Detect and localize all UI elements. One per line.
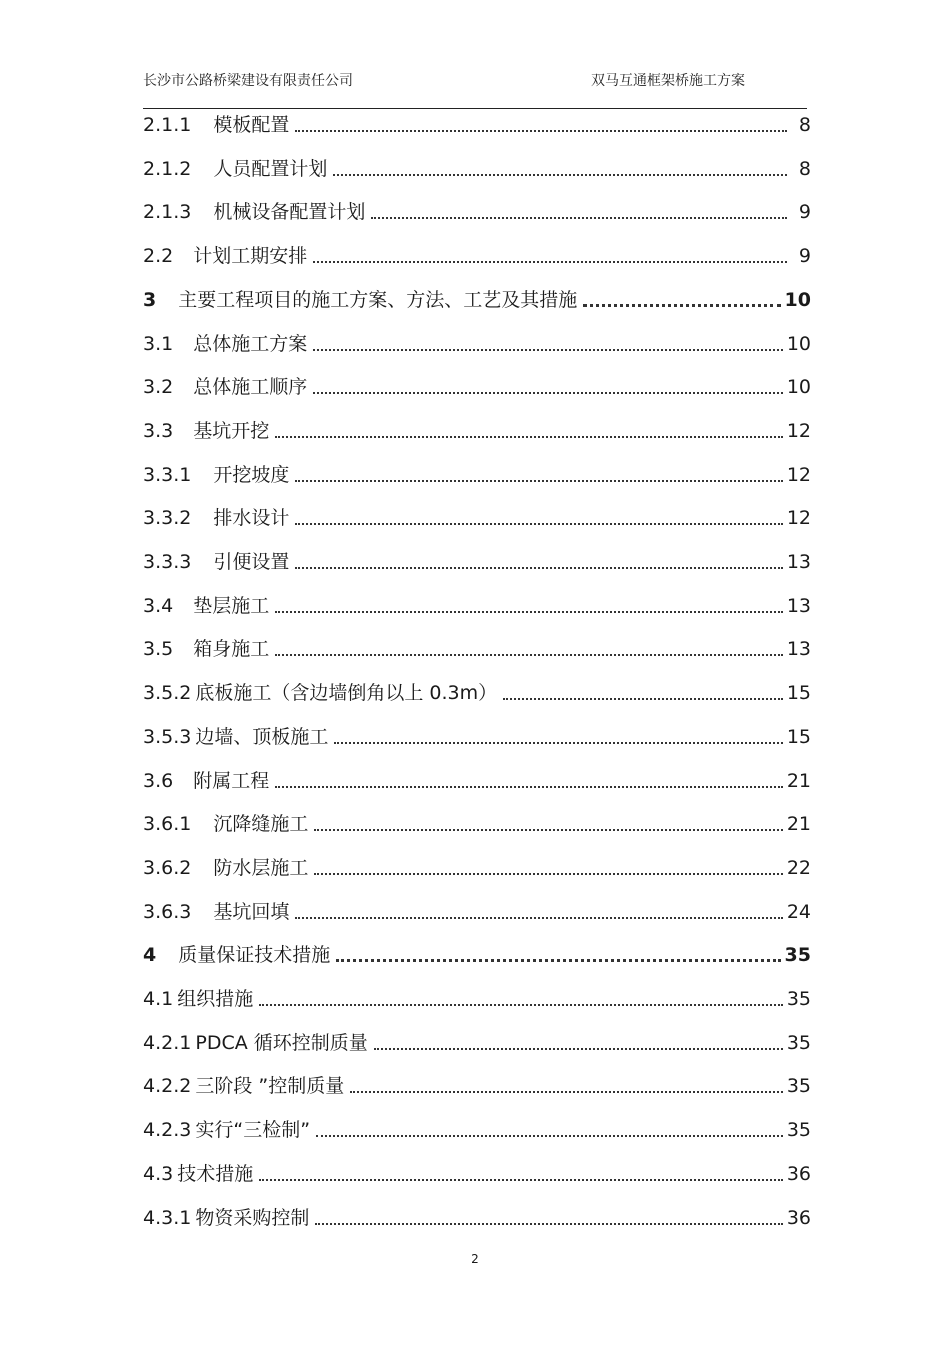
- toc-dot-leader: [295, 479, 782, 482]
- toc-entry-number: 3.3.2: [143, 507, 192, 530]
- toc-dot-leader: [374, 1047, 783, 1050]
- toc-dot-leader: [275, 785, 783, 788]
- toc-entry-title: 组织措施: [177, 988, 254, 1010]
- toc-entry-title: 开挖坡度: [213, 463, 290, 486]
- toc-entry[interactable]: [143, 549, 811, 575]
- toc-dot-leader: [313, 348, 783, 351]
- toc-entry-title: 边墙、顶板施工: [195, 725, 329, 748]
- toc-dot-leader: [313, 391, 783, 394]
- toc-entry[interactable]: [143, 374, 811, 400]
- toc-entry-page: 36: [786, 1162, 811, 1185]
- toc-dot-leader: [259, 1003, 783, 1006]
- toc-entry[interactable]: [143, 199, 811, 225]
- header-company: 长沙市公路桥梁建设有限责任公司: [143, 73, 353, 89]
- toc-entry-title: 基坑回填: [213, 900, 290, 923]
- toc-entry[interactable]: [143, 156, 811, 182]
- toc-entry-number: 4.1: [143, 988, 174, 1010]
- toc-entry-number: 3.6.3: [143, 900, 192, 923]
- toc-dot-leader: [275, 610, 783, 613]
- toc-entry-title: 人员配置计划: [213, 157, 328, 180]
- toc-entry-page: 21: [786, 769, 811, 792]
- toc-entry[interactable]: [143, 418, 811, 444]
- toc-entry-number: 4.2.3: [143, 1119, 192, 1142]
- toc-entry-page: 35: [784, 944, 811, 967]
- toc-dot-leader: [314, 828, 782, 831]
- toc-dot-leader: [295, 522, 782, 525]
- toc-entry-title: 主要工程项目的施工方案、方法、工艺及其措施: [178, 288, 578, 311]
- toc-entry-page: 35: [786, 1119, 811, 1142]
- toc-entry-title: 计划工期安排: [193, 245, 308, 268]
- toc-entry[interactable]: [143, 1161, 811, 1187]
- toc-entry-title: 质量保证技术措施: [178, 944, 331, 967]
- toc-entry-title: 技术措施: [177, 1162, 254, 1185]
- toc-entry-page: 35: [786, 1031, 811, 1054]
- toc-entry-number: 3.6.2: [143, 856, 192, 879]
- page-number: 2: [471, 1252, 479, 1266]
- toc-entry-page: 13: [786, 638, 811, 661]
- toc-entry-page: 36: [786, 1206, 811, 1229]
- toc-entry-number: 3.1: [143, 332, 174, 355]
- toc-entry[interactable]: [143, 986, 811, 1012]
- toc-entry-page: 35: [786, 988, 811, 1010]
- toc-entry-number: 2.1.3: [143, 201, 192, 224]
- toc-entry-title: 基坑开挖: [193, 419, 270, 442]
- toc-dot-leader: [334, 741, 782, 744]
- toc-dot-leader: [336, 958, 780, 962]
- toc-dot-leader: [503, 697, 783, 700]
- toc-entry-page: 22: [786, 856, 811, 879]
- toc-entry-number: 3.3: [143, 419, 174, 442]
- toc-entry[interactable]: [143, 1117, 811, 1143]
- toc-dot-leader: [275, 653, 783, 656]
- toc-entry-page: 35: [786, 1075, 811, 1098]
- toc-entry-number: 3.5.3: [143, 725, 192, 748]
- toc-entry-page: 12: [786, 507, 811, 530]
- toc-entry-number: 4.3: [143, 1162, 174, 1185]
- toc-entry-page: 13: [786, 551, 811, 573]
- toc-entry-page: 9: [798, 201, 811, 224]
- toc-entry[interactable]: [143, 724, 811, 750]
- toc-entry-page: 8: [798, 157, 811, 180]
- toc-entry-number: 2.2: [143, 245, 174, 268]
- toc-entry-number: 3.5.2: [143, 682, 192, 705]
- toc-entry-number: 3.6: [143, 769, 174, 792]
- toc-dot-leader: [259, 1178, 783, 1181]
- toc-entry-title: PDCA 循环控制质量: [195, 1031, 368, 1054]
- toc-entry-title: 引便设置: [213, 551, 290, 573]
- toc-entry-number: 3.2: [143, 376, 174, 399]
- toc-entry-number: 4.2.2: [143, 1075, 192, 1098]
- toc-entry-page: 24: [786, 900, 811, 923]
- toc-entry-number: 3: [143, 288, 157, 311]
- toc-entry-number: 3.3.1: [143, 463, 192, 486]
- toc-dot-leader: [315, 1222, 782, 1225]
- header-divider: [143, 108, 807, 109]
- toc-entry[interactable]: [143, 942, 811, 968]
- toc-dot-leader: [333, 173, 787, 176]
- toc-entry-title: 三阶段 ”控制质量: [195, 1075, 345, 1098]
- toc-dot-leader: [275, 435, 783, 438]
- toc-entry[interactable]: [143, 331, 811, 357]
- toc-dot-leader: [295, 129, 787, 132]
- toc-entry-title: 实行“三检制”: [195, 1119, 311, 1142]
- toc-entry[interactable]: [143, 462, 811, 488]
- toc-entry[interactable]: [143, 680, 811, 706]
- toc-entry-number: 2.1.1: [143, 114, 192, 136]
- toc-entry-title: 总体施工顺序: [193, 376, 308, 399]
- toc-entry-page: 10: [784, 288, 811, 311]
- toc-entry-title: 模板配置: [213, 114, 290, 136]
- toc-entry-title: 物资采购控制: [195, 1206, 310, 1229]
- toc-dot-leader: [295, 916, 782, 919]
- toc-entry-title: 总体施工方案: [193, 332, 308, 355]
- toc-entry-title: 排水设计: [213, 507, 290, 530]
- toc-dot-leader: [316, 1134, 783, 1137]
- toc-entry[interactable]: [143, 593, 811, 619]
- toc-entry[interactable]: [143, 855, 811, 881]
- toc-entry-page: 21: [786, 813, 811, 836]
- toc-entry[interactable]: [143, 899, 811, 925]
- toc-entry-page: 15: [786, 725, 811, 748]
- toc-entry[interactable]: [143, 1073, 811, 1099]
- toc-entry[interactable]: [143, 287, 811, 313]
- toc-entry-page: 12: [786, 419, 811, 442]
- toc-dot-leader: [295, 566, 782, 569]
- toc-entry-number: 3.3.3: [143, 551, 192, 573]
- toc-dot-leader: [313, 260, 787, 263]
- toc-entry-title: 沉降缝施工: [213, 813, 309, 836]
- toc-entry[interactable]: [143, 768, 811, 794]
- toc-dot-leader: [350, 1090, 783, 1093]
- toc-entry-title: 机械设备配置计划: [213, 201, 366, 224]
- toc-entry-page: 15: [786, 682, 811, 705]
- toc-entry-title: 底板施工（含边墙倒角以上 0.3m）: [195, 682, 498, 705]
- toc-entry-number: 4.3.1: [143, 1206, 192, 1229]
- toc-entry[interactable]: [143, 636, 811, 662]
- header-document-title: 双马互通框架桥施工方案: [591, 73, 745, 89]
- toc-entry-page: 12: [786, 463, 811, 486]
- toc-entry-number: 3.5: [143, 638, 174, 661]
- toc-entry-number: 3.6.1: [143, 813, 192, 836]
- toc-entry[interactable]: [143, 243, 811, 269]
- toc-dot-leader: [371, 216, 787, 219]
- toc-entry-page: 10: [786, 332, 811, 355]
- toc-entry-title: 防水层施工: [213, 856, 309, 879]
- toc-entry-number: 3.4: [143, 594, 174, 617]
- toc-entry-title: 箱身施工: [193, 638, 270, 661]
- toc-dot-leader: [583, 303, 780, 307]
- toc-entry-page: 10: [786, 376, 811, 399]
- toc-entry[interactable]: [143, 505, 811, 531]
- toc-entry[interactable]: [143, 1030, 811, 1056]
- toc-entry-title: 垫层施工: [193, 594, 270, 617]
- toc-entry-title: 附属工程: [193, 769, 270, 792]
- toc-entry-number: 4: [143, 944, 157, 967]
- toc-entry-number: 2.1.2: [143, 157, 192, 180]
- toc-dot-leader: [314, 872, 782, 875]
- toc-entry[interactable]: [143, 112, 811, 138]
- toc-entry-page: 9: [798, 245, 811, 268]
- toc-entry-page: 13: [786, 594, 811, 617]
- toc-entry[interactable]: [143, 811, 811, 837]
- toc-entry[interactable]: [143, 1205, 811, 1231]
- toc-entry-page: 8: [798, 114, 811, 136]
- toc-entry-number: 4.2.1: [143, 1031, 192, 1054]
